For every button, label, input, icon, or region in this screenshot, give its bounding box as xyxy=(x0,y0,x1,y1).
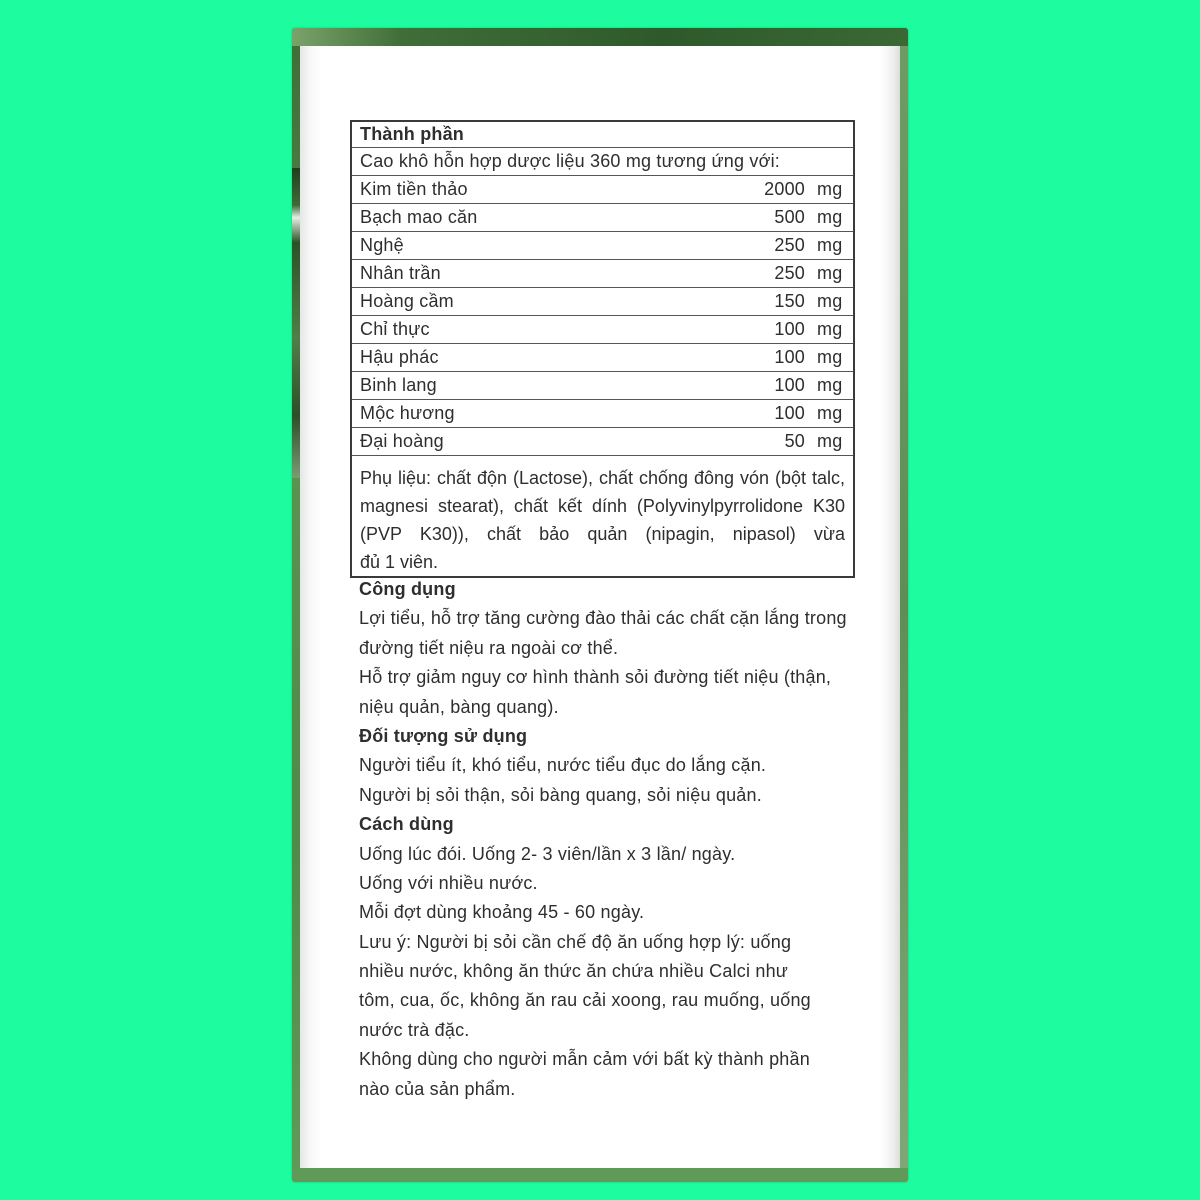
contraindication-line: Không dùng cho người mẫn cảm với bất kỳ thành phần xyxy=(359,1049,810,1070)
ingredient-row xyxy=(352,204,853,232)
ingredient-amount: 100 xyxy=(774,347,805,367)
uses-line: Hỗ trợ giảm nguy cơ hình thành sỏi đường tiết niệu (thận, xyxy=(359,667,832,688)
directions-note-line: nhiều nước, không ăn thức ăn chứa nhiều Calci như xyxy=(359,961,789,982)
product-info xyxy=(359,575,854,1104)
ingredient-unit: mg xyxy=(817,347,843,367)
directions-line: Mỗi đợt dùng khoảng 45 - 60 ngày. xyxy=(359,902,645,923)
ingredient-unit: mg xyxy=(817,179,843,199)
excipients-line: đủ 1 viên. xyxy=(360,552,439,572)
ingredient-amount: 250 xyxy=(774,235,805,255)
excipients-line: magnesi stearat), chất kết dính (Polyvinylpyrrolidone K30 xyxy=(360,496,845,516)
ingredient-name: Kim tiền thảo xyxy=(360,179,468,199)
uses-line: niệu quản, bàng quang). xyxy=(359,696,559,717)
ingredient-row xyxy=(352,288,853,316)
directions-heading: Cách dùng xyxy=(359,814,454,835)
directions-line: Uống với nhiều nước. xyxy=(359,872,538,893)
ingredient-name: Binh lang xyxy=(360,375,437,395)
ingredient-amount: 100 xyxy=(774,319,805,339)
ingredient-name: Mộc hương xyxy=(360,403,455,423)
excipients-line: (PVP K30)), chất bảo quản (nipagin, nipasol) vừa xyxy=(360,524,845,544)
ingredient-amount: 500 xyxy=(774,207,805,227)
ingredient-amount: 100 xyxy=(774,375,805,395)
ingredient-name: Nhân trần xyxy=(360,263,441,283)
ingredient-row xyxy=(352,232,853,260)
ingredient-name: Nghệ xyxy=(360,235,404,255)
ingredient-unit: mg xyxy=(817,263,843,283)
ingredient-row xyxy=(352,316,853,344)
target-users-heading: Đối tượng sử dụng xyxy=(359,725,528,746)
uses-line: đường tiết niệu ra ngoài cơ thể. xyxy=(359,637,619,658)
ingredient-row xyxy=(352,176,853,204)
ingredient-name: Hậu phác xyxy=(360,347,439,367)
ingredient-unit: mg xyxy=(817,375,843,395)
directions-line: Uống lúc đói. Uống 2- 3 viên/lần x 3 lần/ ngày. xyxy=(359,843,736,864)
target-users-line: Người tiểu ít, khó tiểu, nước tiểu đục do lắng cặn. xyxy=(359,755,767,776)
ingredient-amount: 100 xyxy=(774,403,805,423)
box-right-edge xyxy=(900,46,908,1168)
ingredient-name: Hoàng cầm xyxy=(360,291,454,311)
ingredient-row xyxy=(352,400,853,428)
box-top-edge xyxy=(292,28,908,46)
ingredients-intro: Cao khô hỗn hợp dược liệu 360 mg tương ứng với: xyxy=(352,148,853,176)
ingredient-unit: mg xyxy=(817,291,843,311)
ingredients-heading: Thành phần xyxy=(352,122,853,148)
uses-heading: Công dụng xyxy=(359,579,456,599)
ingredient-row xyxy=(352,344,853,372)
directions-note-line: nước trà đặc. xyxy=(359,1019,470,1040)
ingredient-amount: 150 xyxy=(774,291,805,311)
ingredient-unit: mg xyxy=(817,403,843,423)
excipients xyxy=(352,456,853,576)
excipients-line: Phụ liệu: chất độn (Lactose), chất chống đông vón (bột talc, xyxy=(360,468,845,488)
ingredients-table xyxy=(350,120,855,578)
target-users-line: Người bị sỏi thận, sỏi bàng quang, sỏi niệu quản. xyxy=(359,784,762,805)
contraindication-line: nào của sản phẩm. xyxy=(359,1078,516,1099)
directions-note-line: tôm, cua, ốc, không ăn rau cải xoong, rau muống, uống xyxy=(359,990,811,1011)
ingredient-amount: 2000 xyxy=(764,179,805,199)
ingredient-name: Bạch mao căn xyxy=(360,207,478,227)
ingredient-row xyxy=(352,428,853,456)
ingredient-name: Đại hoàng xyxy=(360,431,444,451)
ingredient-unit: mg xyxy=(817,207,843,227)
ingredient-amount: 50 xyxy=(784,431,805,451)
directions-note-line: Lưu ý: Người bị sỏi cần chế độ ăn uống hợp lý: uống xyxy=(359,931,792,952)
ingredient-unit: mg xyxy=(817,319,843,339)
ingredient-row xyxy=(352,260,853,288)
ingredient-amount: 250 xyxy=(774,263,805,283)
ingredient-name: Chỉ thực xyxy=(360,319,430,339)
ingredient-row xyxy=(352,372,853,400)
uses-line: Lợi tiểu, hỗ trợ tăng cường đào thải các chất cặn lắng trong xyxy=(359,608,847,629)
ingredient-unit: mg xyxy=(817,431,843,451)
ingredient-unit: mg xyxy=(817,235,843,255)
